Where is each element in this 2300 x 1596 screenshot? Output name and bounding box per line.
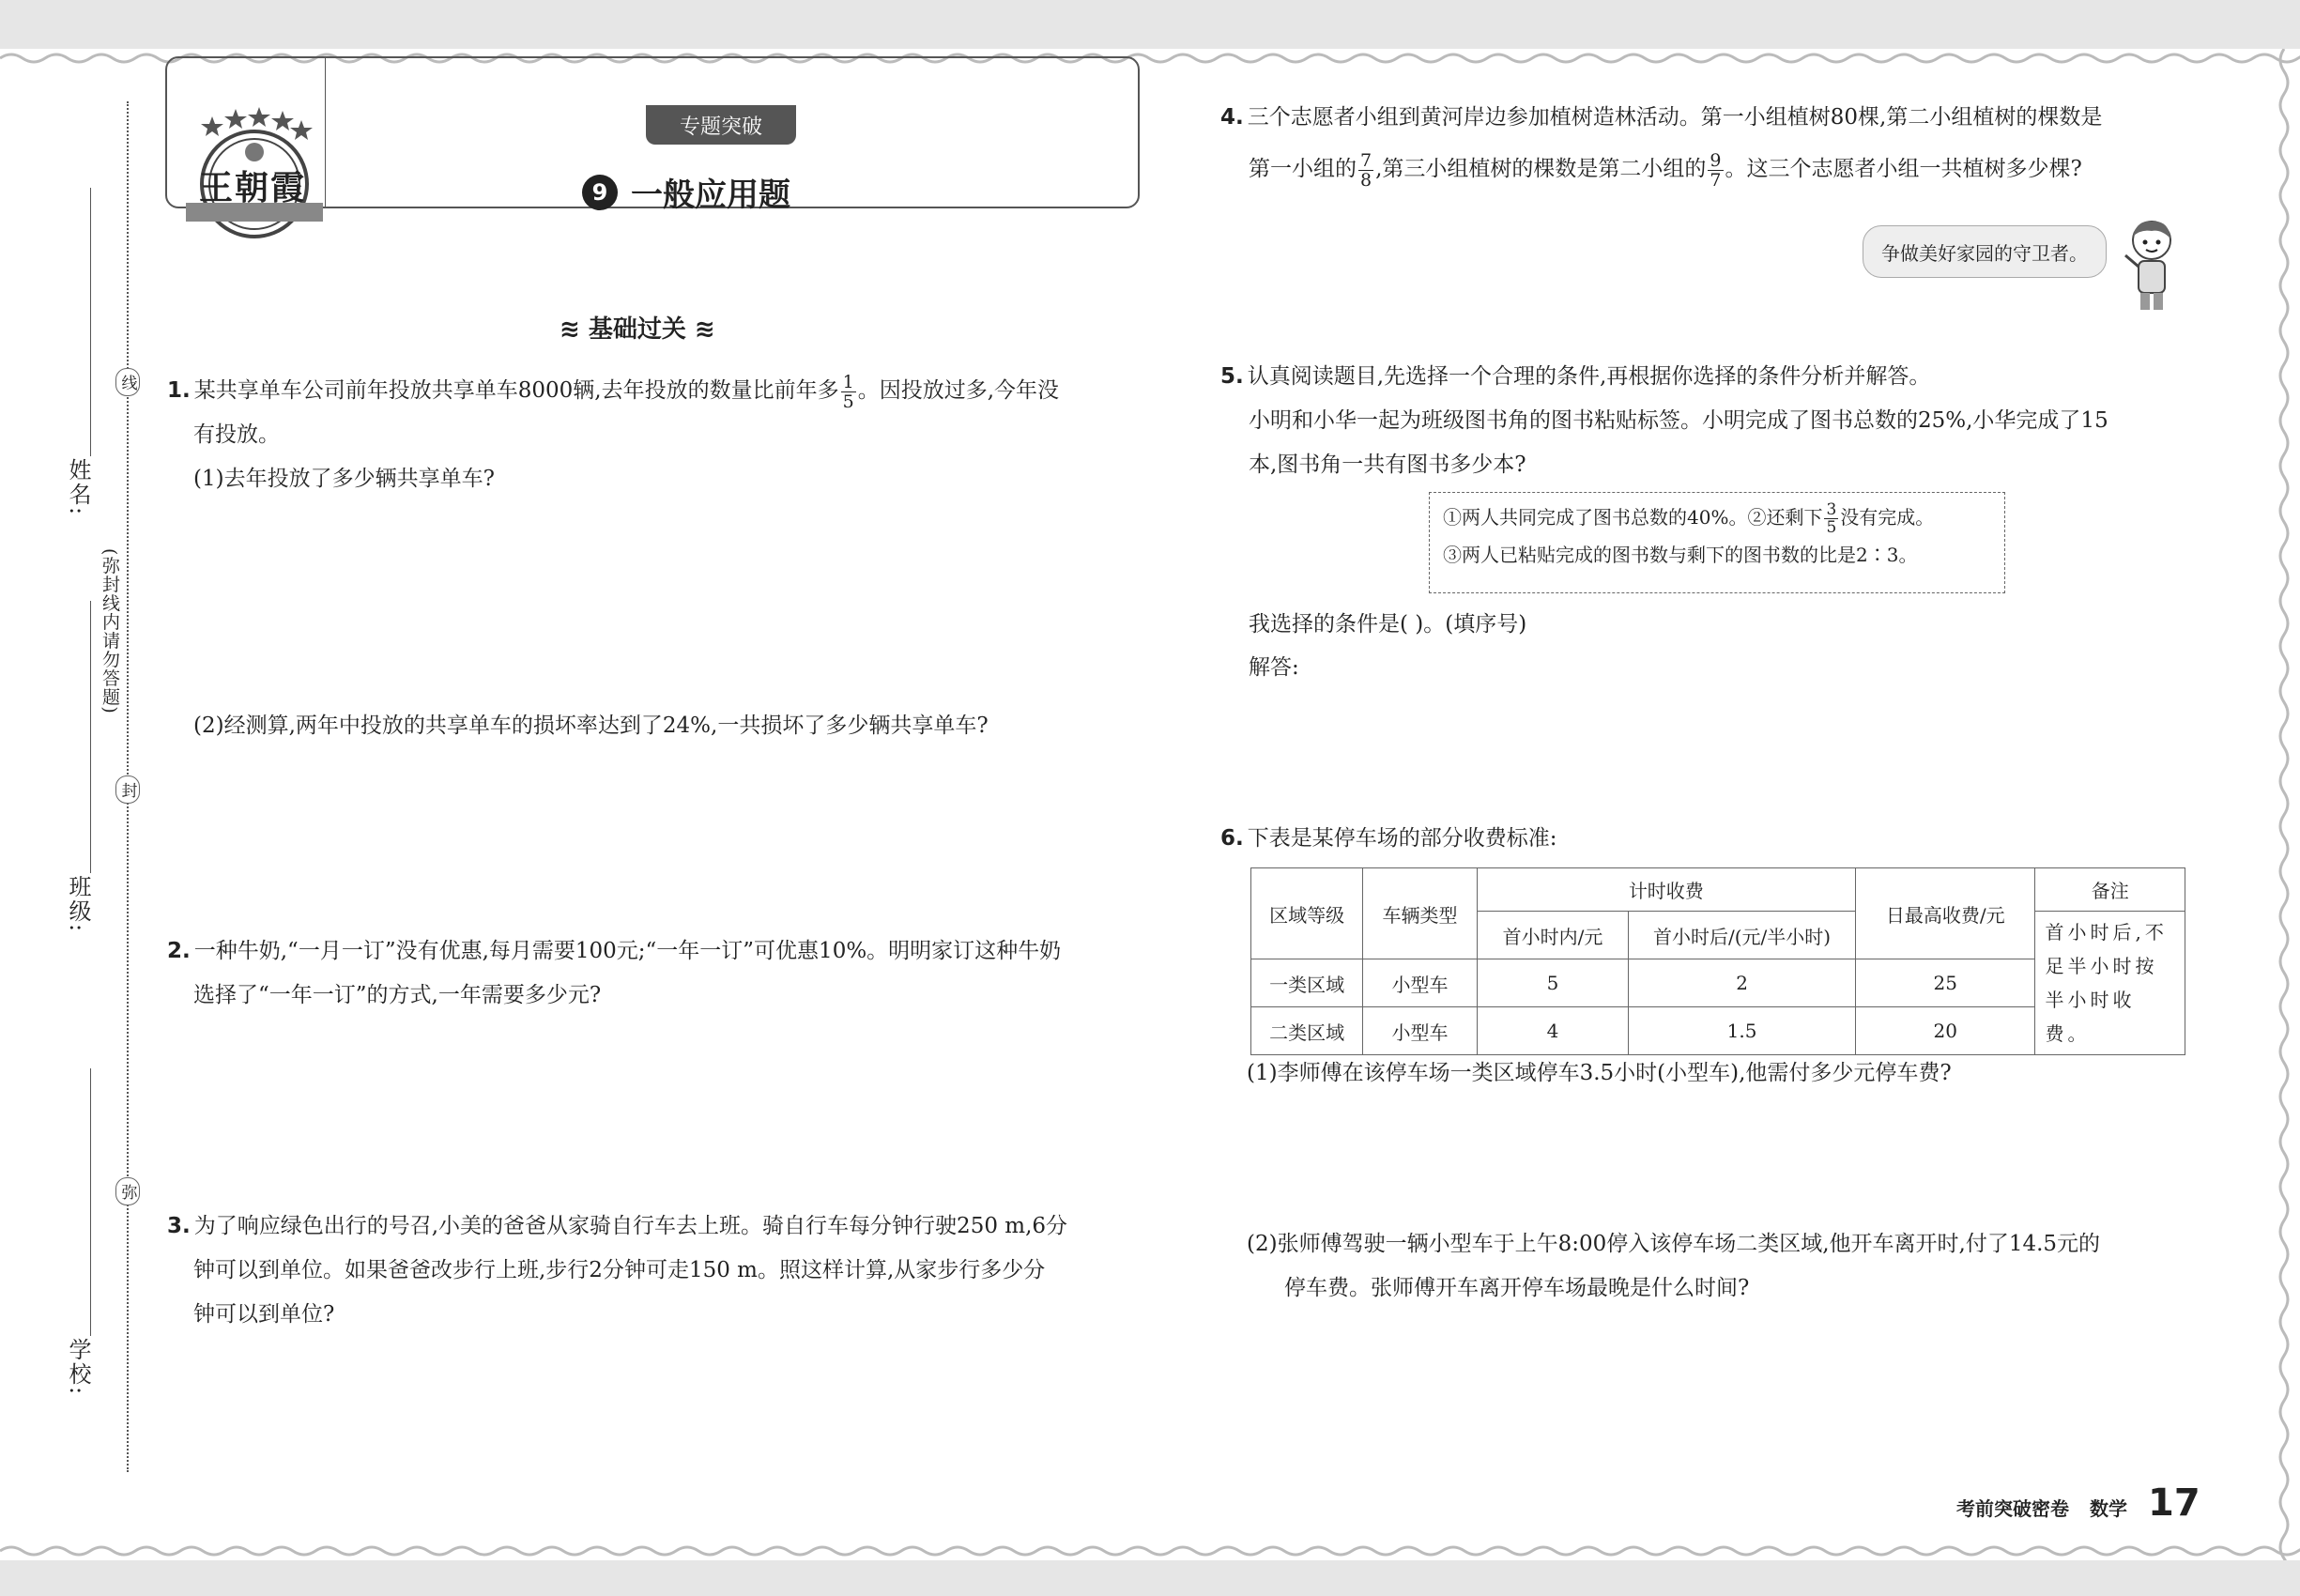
th-after-hour: 首小时后/(元/半小时): [1629, 912, 1856, 959]
mark-mi: 弥: [115, 1177, 140, 1205]
bottom-wave-border: [0, 1536, 2300, 1560]
q1-line-2: 有投放。: [193, 422, 280, 447]
table-row: 二类区域 小型车 4 1.5 20: [1251, 1007, 2185, 1055]
condition-box: [1429, 492, 2005, 593]
section-heading: ≋ 基础过关 ≋: [560, 315, 715, 344]
th-type: 车辆类型: [1363, 868, 1477, 959]
page-title: [582, 169, 790, 215]
title-number-badge: 9: [582, 175, 618, 210]
th-first-hour: 首小时内/元: [1477, 912, 1628, 959]
footer-subject: 数学: [2090, 1497, 2127, 1520]
choice-line: 我选择的条件是( )。(填序号): [1249, 612, 1527, 637]
table-row: 一类区域 小型车 5 2 25: [1251, 959, 2185, 1007]
question-1: [167, 369, 1143, 501]
logo-text: 王朝霞: [199, 168, 307, 207]
mark-seal: 封: [115, 775, 140, 804]
th-note: 备注: [2035, 868, 2185, 912]
school-label: 学校:: [65, 1338, 91, 1397]
school-underline: [90, 1068, 91, 1336]
question-6: 6. 下表是某停车场的部分收费标准:: [1220, 826, 1557, 851]
seal-notice: (弥封线内请勿答题): [98, 548, 123, 714]
speech-bubble: 争做美好家园的守卫者。: [1863, 225, 2107, 278]
right-wave-border: [2272, 49, 2296, 1560]
topic-tag: 专题突破: [646, 105, 796, 145]
condition-1-2: ①两人共同完成了图书总数的40%。②还剩下 $\frac{3}{5}$ 没有完成。: [1443, 500, 1935, 537]
answer-label: 解答:: [1249, 655, 1299, 680]
footer: [1956, 1481, 2200, 1525]
page-number: 17: [2148, 1481, 2200, 1525]
th-timed: 计时收费: [1477, 868, 1855, 912]
mark-line: 线: [115, 368, 140, 396]
question-3: 3. 为了响应绿色出行的号召,小美的爸爸从家骑自行车去上班。骑自行车每分钟行驶250 m,6分 钟可以到单位。如果爸爸改步行上班,步行2分钟可走150 m。照这样计算,从家步行多少分 钟可以到单位?: [167, 1214, 1068, 1327]
class-label: 班级:: [65, 875, 91, 934]
q4-fraction-1: $\frac{7}{8}$: [1360, 149, 1372, 191]
q1-sub-2: (2)经测算,两年中投放的共享单车的损坏率达到了24%,一共损坏了多少辆共享单车?: [193, 714, 989, 738]
th-max: 日最高收费/元: [1855, 868, 2035, 959]
td-note: 首小时后,不足半小时按半小时收费。: [2035, 912, 2185, 1055]
th-area: 区域等级: [1251, 868, 1363, 959]
q1-fraction: $\frac{1}{5}$: [842, 371, 854, 412]
cartoon-boy-icon: [2116, 214, 2187, 312]
parking-fee-table: [1250, 867, 2185, 1055]
q4-fraction-2: $\frac{9}{7}$: [1710, 149, 1722, 191]
class-underline: [90, 601, 91, 873]
title-text: 一般应用题: [631, 176, 790, 214]
name-underline: [90, 188, 91, 456]
question-2: 2. 一种牛奶,“一月一订”没有优惠,每月需要100元;“一年一订”可优惠10%。明明家订这种牛奶 选择了“一年一订”的方式,一年需要多少元?: [167, 939, 1062, 1007]
footer-book-title: 考前突破密卷: [1956, 1497, 2069, 1520]
question-5: 5. 认真阅读题目,先选择一个合理的条件,再根据你选择的条件分析并解答。 小明和小华一起为班级图书角的图书粘贴标签。小明完成了图书总数的25%,小华完成了15 本,图书角一共有图书多少本?: [1220, 364, 2108, 477]
q6-sub-1: (1)李师傅在该停车场一类区域停车3.5小时(小型车),他需付多少元停车费?: [1247, 1061, 1952, 1085]
condition-3: ③两人已粘贴完成的图书数与剩下的图书数的比是2∶3。: [1443, 544, 1918, 566]
q6-sub-2: (2)张师傅驾驶一辆小型车于上午8:00停入该停车场二类区域,他开车离开时,付了14.5元的 停车费。张师傅开车离开停车场最晚是什么时间?: [1247, 1232, 2101, 1300]
q1-line-1: 1. 某共享单车公司前年投放共享单车8000辆,去年投放的数量比前年多 $\frac{1}{5}$ 。因投放过多,今年没: [167, 371, 1060, 412]
condition-fraction: $\frac{3}{5}$: [1826, 500, 1837, 537]
name-label: 姓名:: [65, 458, 91, 517]
header-divider: [325, 58, 326, 207]
q1-sub-1: (1)去年投放了多少辆共享单车?: [193, 467, 495, 491]
question-4: 4. 三个志愿者小组到黄河岸边参加植树造林活动。第一小组植树80棵,第二小组植树的棵数是 第一小组的 $\frac{7}{8}$ ,第三小组植树的棵数是第二小组的 $\frac{9}{7}$ 。这三个志愿者小组一共植树多少棵?: [1220, 105, 2103, 191]
